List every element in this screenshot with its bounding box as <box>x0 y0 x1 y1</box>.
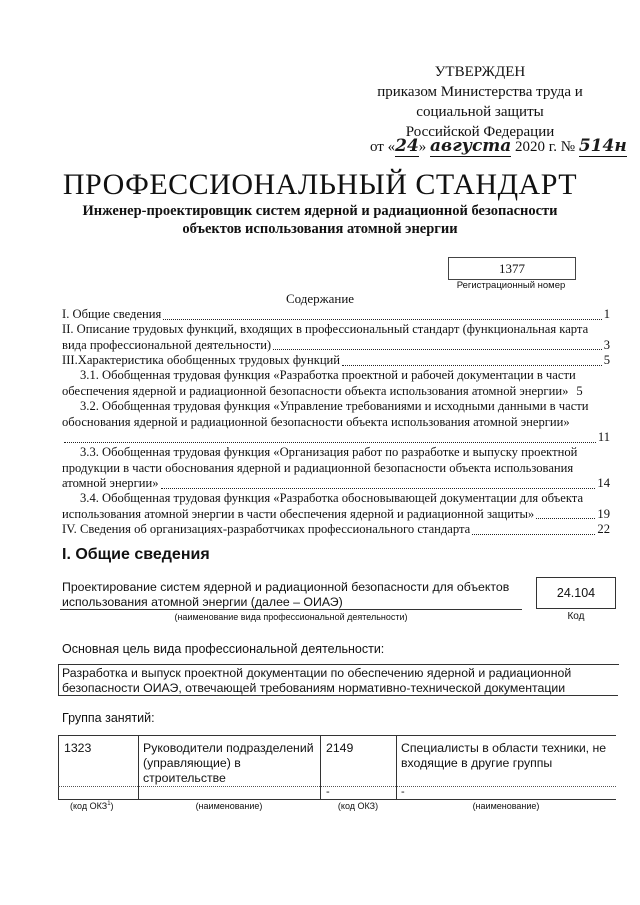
approval-block <box>360 62 600 142</box>
code-caption: Код <box>567 611 585 622</box>
toc-item-text: обеспечения ядерной и радиационной безопасности объекта использования атомной энергии» <box>62 383 569 398</box>
toc-item-text: использования атомной энергии в части обеспечения ядерной и радиационной защиты» <box>62 506 535 521</box>
occupation-name-2 <box>401 741 615 771</box>
approval-title: УТВЕРЖДЕН <box>434 64 526 80</box>
occupation-name-1 <box>143 741 318 786</box>
okz-code-caption-2: (код ОКЗ) <box>337 801 379 811</box>
activity-code-box: 24.104 <box>536 577 616 609</box>
toc-item-3-4[interactable] <box>62 491 610 522</box>
activity-name <box>62 580 522 610</box>
toc-page: 22 <box>597 522 610 536</box>
toc-page: 1 <box>603 307 610 321</box>
occupation-name-2-line-1: Специалисты в области техники, не <box>401 741 607 755</box>
footnote-marker: 1 <box>107 801 111 807</box>
toc-page: 11 <box>597 430 610 444</box>
occupation-group-label: Группа занятий: <box>62 711 155 725</box>
toc-item-text: вида профессиональной деятельности) <box>62 337 272 352</box>
occupation-name-2-empty: - <box>401 786 405 798</box>
toc-item-iii[interactable] <box>62 353 610 369</box>
approval-line-2: приказом Министерства труда и <box>377 84 583 100</box>
toc-leader <box>273 349 602 350</box>
toc-leader <box>342 365 602 366</box>
toc-page: 5 <box>576 383 583 398</box>
goal-underline <box>58 695 618 696</box>
contents-heading: Содержание <box>285 291 355 306</box>
toc-item-text: продукции в части обоснования ядерной и радиационной безопасности объекта использования <box>62 460 574 475</box>
occupation-name-1-line-3: строительстве <box>143 771 226 785</box>
goal-text <box>62 666 612 696</box>
toc-item-text: III.Характеристика обобщенных трудовых функций <box>62 353 341 367</box>
order-close-quote: » <box>418 139 427 155</box>
order-date-line <box>370 136 627 157</box>
toc-item-text: 3.1. Обобщенная трудовая функция «Разработка проектной и рабочей документации в части <box>80 368 576 382</box>
toc-item-text: 3.3. Обобщенная трудовая функция «Организация работ по разработке и выпуску проектной <box>80 445 578 459</box>
toc-item-3-1[interactable] <box>62 368 610 399</box>
approval-line-3: социальной защиты <box>416 104 544 120</box>
occupation-table-border <box>320 735 321 799</box>
toc-item-3-3[interactable] <box>62 445 610 492</box>
okz-name-caption-2: (наименование) <box>472 801 540 811</box>
occupation-table-border <box>396 735 397 799</box>
toc-item-text: IV. Сведения об организациях-разработчиках профессионального стандарта <box>62 522 471 536</box>
toc-leader <box>163 319 601 320</box>
toc-item-text: 3.2. Обобщенная трудовая функция «Управление требованиями и исходными данными в части <box>80 399 589 413</box>
activity-caption: (наименование вида профессиональной деятельности) <box>174 612 408 622</box>
registration-number-box: 1377 <box>448 257 576 280</box>
goal-line-2: безопасности ОИАЭ, отвечающей требованиям нормативно-технической документации <box>62 681 566 695</box>
toc-item-text: I. Общие сведения <box>62 307 162 321</box>
toc-item-text: обоснования ядерной и радиационной безопасности объекта использования атомной энергии» <box>62 414 570 429</box>
toc-leader <box>161 488 596 489</box>
occupation-table-border <box>138 735 139 799</box>
order-month: августа <box>430 136 512 156</box>
toc-item-text: II. Описание трудовых функций, входящих в профессиональный стандарт (функциональная карта <box>62 322 589 336</box>
order-number: 514н <box>578 136 627 156</box>
toc-page: 14 <box>597 476 610 490</box>
occupation-table-top <box>58 735 616 736</box>
occupation-name-1-line-2: (управляющие) в <box>143 756 241 770</box>
toc-leader <box>536 518 595 519</box>
goal-line-1: Разработка и выпуск проектной документации по обеспечению ядерной и радиационной <box>62 666 572 680</box>
toc-page: 5 <box>603 353 610 367</box>
order-from: от « <box>370 139 396 155</box>
occupation-code-2-empty: - <box>326 786 330 798</box>
activity-underline <box>60 609 522 610</box>
order-day: 24 <box>395 136 419 156</box>
goal-label: Основная цель вида профессиональной деятельности: <box>62 642 385 656</box>
registration-number-label: Регистрационный номер <box>456 280 566 291</box>
okz-caption-end: ) <box>110 801 114 811</box>
toc-leader <box>472 534 595 535</box>
occupation-row-divider <box>58 786 616 787</box>
toc-item-text: атомной энергии» <box>62 476 159 490</box>
occupation-table-border <box>58 735 59 799</box>
activity-name-line-2: использования атомной энергии (далее – ОИАЭ) <box>62 595 343 609</box>
occupation-name-1-line-1: Руководители подразделений <box>143 741 314 755</box>
approval-line-4: Российской Федерации <box>405 124 555 140</box>
toc-item-i[interactable] <box>62 307 610 323</box>
toc-page: 19 <box>597 506 610 521</box>
toc-page: 3 <box>603 337 610 352</box>
toc-leader <box>64 442 596 443</box>
document-title: ПРОФЕССИОНАЛЬНЫЙ СТАНДАРТ <box>62 168 578 201</box>
occupation-table-bottom <box>58 799 616 800</box>
okz-code-caption-1 <box>70 801 114 811</box>
activity-name-line-1: Проектирование систем ядерной и радиационной безопасности для объектов <box>62 580 510 594</box>
section-heading: I. Общие сведения <box>62 546 210 563</box>
occupation-code-1: 1323 <box>64 741 92 755</box>
occupation-code-2: 2149 <box>326 741 354 755</box>
subtitle-line-1: Инженер-проектировщик систем ядерной и радиационной безопасности <box>82 203 558 219</box>
okz-name-caption-1: (наименование) <box>195 801 263 811</box>
document-subtitle <box>70 202 570 238</box>
toc-item-ii[interactable] <box>62 322 610 353</box>
toc-item-3-2[interactable] <box>62 399 610 446</box>
okz-caption-text: (код ОКЗ <box>70 801 108 811</box>
toc-item-text: 3.4. Обобщенная трудовая функция «Разработка обосновывающей документации для объекта <box>80 491 584 505</box>
toc-item-iv[interactable] <box>62 522 610 538</box>
subtitle-line-2: объектов использования атомной энергии <box>182 221 458 237</box>
order-year: 2020 г. № <box>515 139 576 155</box>
occupation-name-2-line-2: входящие в другие группы <box>401 756 553 770</box>
